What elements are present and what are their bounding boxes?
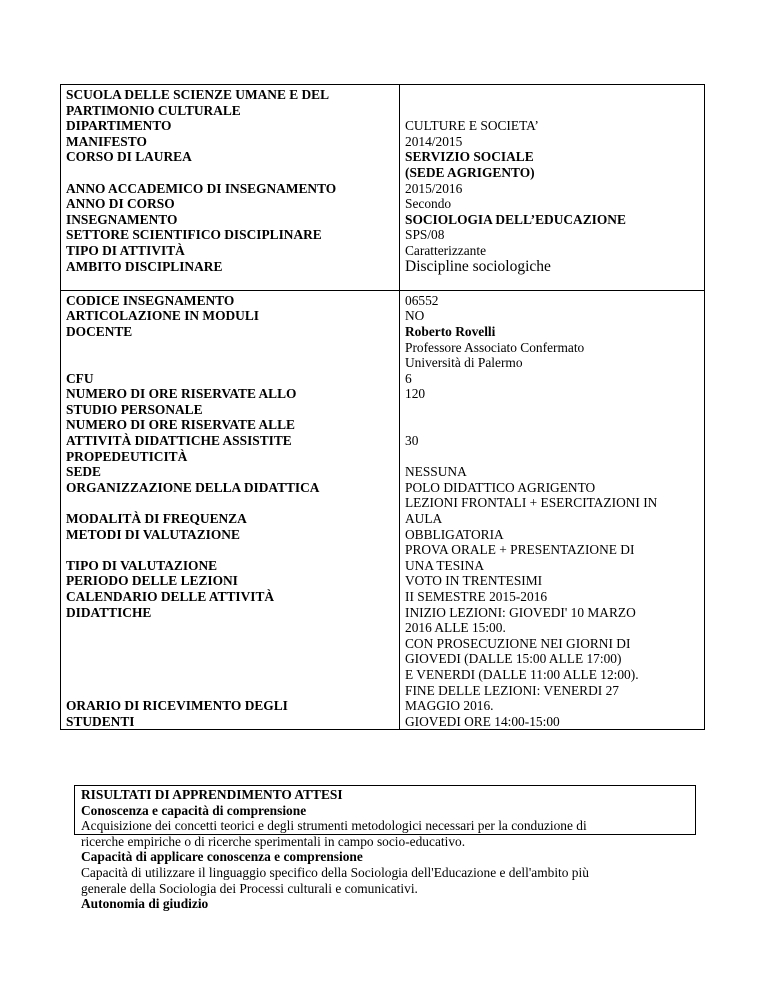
- field-label: INSEGNAMENTO: [66, 211, 178, 227]
- field-value: SERVIZIO SOCIALE: [405, 149, 534, 165]
- field-value: Caratterizzante: [405, 242, 487, 258]
- field-label: [66, 620, 394, 636]
- field-label: [66, 683, 394, 699]
- field-label: DOCENTE: [66, 323, 133, 339]
- outcomes-text: ricerche empiriche o di ricerche sperimentali in campo socio-educativo.: [81, 833, 466, 849]
- field-label: CORSO DI LAUREA: [66, 149, 192, 165]
- field-value: GIOVEDI ORE 14:00-15:00: [405, 713, 560, 729]
- field-value: LEZIONI FRONTALI + ESERCITAZIONI IN: [405, 495, 658, 511]
- field-label: [66, 542, 394, 558]
- field-value: [405, 103, 699, 119]
- field-values-cell: [400, 290, 705, 730]
- field-label: AMBITO DISCIPLINARE: [66, 258, 223, 274]
- field-value: UNA TESINA: [405, 557, 484, 573]
- field-label: SCUOLA DELLE SCIENZE UMANE E DEL: [66, 87, 330, 102]
- field-label: PERIODO DELLE LEZIONI: [66, 573, 238, 589]
- field-label: [66, 274, 394, 290]
- field-labels-cell: [61, 290, 400, 730]
- field-label: ANNO ACCADEMICO DI INSEGNAMENTO: [66, 180, 337, 196]
- field-label: [66, 495, 394, 511]
- field-value: Roberto Rovelli: [405, 323, 496, 339]
- field-label: STUDENTI: [66, 713, 135, 729]
- field-value: 2016 ALLE 15:00.: [405, 620, 506, 636]
- field-label: CODICE INSEGNAMENTO: [66, 292, 235, 308]
- outcomes-heading: Autonomia di giudizio: [81, 896, 209, 912]
- field-value: 06552: [405, 292, 439, 308]
- field-value: OBBLIGATORIA: [405, 526, 504, 542]
- field-label: ARTICOLAZIONE IN MODULI: [66, 308, 259, 324]
- field-value: AULA: [405, 511, 443, 527]
- field-label: ORARIO DI RICEVIMENTO DEGLI: [66, 698, 288, 714]
- field-value: POLO DIDATTICO AGRIGENTO: [405, 479, 596, 495]
- field-label: STUDIO PERSONALE: [66, 401, 203, 417]
- field-value: E VENERDI (DALLE 11:00 ALLE 12:00).: [405, 666, 639, 682]
- field-label: [66, 667, 394, 683]
- field-label: TIPO DI ATTIVITÀ: [66, 242, 185, 258]
- field-value: [405, 402, 699, 418]
- field-value: SOCIOLOGIA DELL’EDUCAZIONE: [405, 211, 626, 227]
- field-label: [66, 165, 394, 181]
- outcomes-text: generale della Sociologia dei Processi culturali e comunicativi.: [81, 880, 418, 896]
- field-label: PROPEDEUTICITÀ: [66, 448, 188, 464]
- field-label: PARTIMONIO CULTURALE: [66, 102, 241, 118]
- field-value: (SEDE AGRIGENTO): [405, 164, 535, 180]
- field-value: 2015/2016: [405, 180, 463, 196]
- table-row: [61, 85, 705, 291]
- field-value: [405, 87, 699, 103]
- field-value: 30: [405, 433, 419, 449]
- field-value: NO: [405, 308, 425, 324]
- field-label: MODALITÀ DI FREQUENZA: [66, 511, 247, 527]
- field-values-cell: [400, 85, 705, 291]
- field-label: CFU: [66, 370, 94, 386]
- field-label: DIPARTIMENTO: [66, 118, 172, 134]
- course-info-table: [60, 84, 705, 730]
- field-value: NESSUNA: [405, 464, 467, 480]
- field-label: ANNO DI CORSO: [66, 196, 175, 212]
- field-value: PROVA ORALE + PRESENTAZIONE DI: [405, 542, 635, 558]
- outcomes-text: Acquisizione dei concetti teorici e degli strumenti metodologici necessari per la conduzione di: [81, 818, 587, 834]
- field-value: INIZIO LEZIONI: GIOVEDI' 10 MARZO: [405, 604, 636, 620]
- field-value: FINE DELLE LEZIONI: VENERDI 27: [405, 682, 619, 698]
- field-label: METODI DI VALUTAZIONE: [66, 526, 240, 542]
- outcomes-heading: RISULTATI DI APPRENDIMENTO ATTESI: [81, 787, 343, 802]
- field-value: 2014/2015: [405, 133, 463, 149]
- field-value: CON PROSECUZIONE NEI GIORNI DI: [405, 635, 631, 651]
- field-value: MAGGIO 2016.: [405, 698, 494, 714]
- outcomes-text: Capacità di utilizzare il linguaggio specifico della Sociologia dell'Educazione e dell'ambito più: [81, 864, 589, 880]
- learning-outcomes-box: [74, 785, 696, 912]
- field-label: [66, 355, 394, 371]
- field-value: 120: [405, 386, 426, 402]
- table-row: [61, 290, 705, 730]
- field-label: [66, 340, 394, 356]
- field-value: Università di Palermo: [405, 355, 523, 371]
- field-value: GIOVEDI (DALLE 15:00 ALLE 17:00): [405, 651, 622, 667]
- field-value: [405, 449, 699, 465]
- field-value: Secondo: [405, 196, 452, 212]
- field-label: CALENDARIO DELLE ATTIVITÀ: [66, 589, 275, 604]
- outcomes-heading: Capacità di applicare conoscenza e comprensione: [81, 849, 363, 865]
- field-value: 6: [405, 370, 412, 386]
- field-value: Professore Associato Confermato: [405, 339, 585, 355]
- field-label: [66, 636, 394, 652]
- field-value: VOTO IN TRENTESIMI: [405, 573, 543, 589]
- field-label: ATTIVITÀ DIDATTICHE ASSISTITE: [66, 433, 292, 449]
- field-label: [66, 651, 394, 667]
- field-labels-cell: [61, 85, 400, 291]
- field-label: MANIFESTO: [66, 133, 147, 149]
- field-label: DIDATTICHE: [66, 604, 152, 620]
- field-value: SPS/08: [405, 227, 445, 243]
- field-label: TIPO DI VALUTAZIONE: [66, 557, 218, 573]
- field-label: ORGANIZZAZIONE DELLA DIDATTICA: [66, 479, 320, 495]
- field-value: Discipline sociologiche: [405, 257, 551, 275]
- field-label: SETTORE SCIENTIFICO DISCIPLINARE: [66, 227, 322, 243]
- field-label: SEDE: [66, 464, 101, 480]
- field-label: NUMERO DI ORE RISERVATE ALLO: [66, 386, 297, 402]
- field-value: II SEMESTRE 2015-2016: [405, 589, 548, 604]
- field-label: NUMERO DI ORE RISERVATE ALLE: [66, 417, 295, 433]
- field-value: [405, 417, 699, 433]
- field-value: CULTURE E SOCIETA’: [405, 118, 539, 134]
- outcomes-heading: Conoscenza e capacità di comprensione: [81, 802, 307, 818]
